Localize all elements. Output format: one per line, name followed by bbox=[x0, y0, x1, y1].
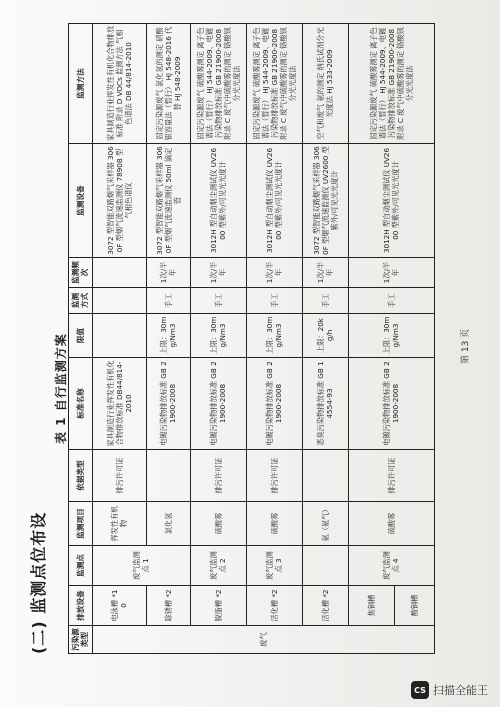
header-cell: 排放设备 bbox=[69, 586, 93, 626]
freq-cell: 1次/半年 bbox=[146, 258, 190, 288]
method-cell: 空气和废气 氨的测定 纳氏试剂分光光度法 HJ 533-2009 bbox=[302, 24, 348, 144]
item-cell: 氨（氨气） bbox=[302, 502, 348, 546]
monitoring-plan-table bbox=[68, 23, 435, 654]
limit-cell: 上限：30mg/Nm3 bbox=[190, 314, 246, 358]
rotated-content-area bbox=[10, 14, 480, 694]
standard-cell: 电镀污染物排放标准 GB 21900-2008 bbox=[246, 358, 302, 450]
device-cell: 3072 型智能双路烟气采样器 3060F 型烟气流速监测仪 UV2600 型紫外/可见光光度计 bbox=[302, 144, 348, 258]
device-cell: 3072 型智能双路烟气采样器 3060F 型烟气流速监测仪 7890B 型 气相色谱仪 bbox=[92, 144, 146, 258]
equipment-cell: 电泳槽 *10 bbox=[92, 586, 146, 626]
header-cell: 监测频次 bbox=[69, 258, 93, 288]
page-number: 第 13 页 bbox=[461, 328, 471, 364]
header-cell: 监测点 bbox=[69, 546, 93, 586]
standard-cell: 恶臭污染物排放标准 GB 14554-93 bbox=[302, 358, 348, 450]
rotated-document bbox=[10, 14, 480, 694]
method-cell: 家具制造行业挥发性有机化合物排放标准 附录 D VOCs 监测方法 气相色谱法 DB 44/814-2010 bbox=[92, 24, 146, 144]
method-cell: 固定污染源废气 硫酸雾测定 离子色谱法（暂行） HJ 544-2009、电镀污染物排放标准 GB 21900-2008 附录 C 废气中硫酸雾的测定 铬酸钡分光光度法 bbox=[246, 24, 302, 144]
freq-cell: 1次/半年 bbox=[246, 258, 302, 288]
point-cell bbox=[302, 546, 348, 586]
item-cell: 硫酸雾 bbox=[348, 502, 434, 546]
method-type-cell: 手工 bbox=[348, 288, 434, 314]
table-row bbox=[92, 24, 146, 654]
table-row bbox=[348, 24, 394, 654]
item-cell: 氯化氢 bbox=[146, 502, 190, 546]
section-title: (二) 监测点位布设 bbox=[29, 511, 48, 654]
method-type-cell: 手工 bbox=[302, 288, 348, 314]
equipment-cell: 除锈槽 *2 bbox=[146, 586, 190, 626]
basis-cell: 排污许可证 bbox=[92, 450, 146, 502]
equipment-cell: 活化槽 *2 bbox=[246, 586, 302, 626]
limit-cell bbox=[92, 314, 146, 358]
device-cell: 3012H 型自动烟尘测试仪 UV2600 型紫外/可见光光度计 bbox=[246, 144, 302, 258]
limit-cell: 上限：20kg/h bbox=[302, 314, 348, 358]
table-title: 表 1 自行监测方案 bbox=[54, 333, 68, 444]
header-cell: 污染源类型 bbox=[69, 626, 93, 654]
standard-cell: 家具制造行业挥发性有机化合物排放标准 DB44/814-2010 bbox=[92, 358, 146, 450]
method-type-cell: 手工 bbox=[190, 288, 246, 314]
limit-cell: 上限：30mg/Nm3 bbox=[246, 314, 302, 358]
point-cell: 废气监测点 1 bbox=[92, 546, 190, 586]
device-cell: 3012H 型自动烟尘测试仪 UV2600 型紫外/可见光光度计 bbox=[348, 144, 434, 258]
method-cell: 固定污染源废气 氯化氢的测定 硝酸银容量法（暂行） HJ 548-2016 代替 HJ 548-2009 bbox=[146, 24, 190, 144]
table-row bbox=[302, 24, 348, 654]
freq-cell: 1次/半年 bbox=[190, 258, 246, 288]
limit-cell: 上限：30mg/Nm3 bbox=[146, 314, 190, 358]
standard-cell: 电镀污染物排放标准 GB 21900-2008 bbox=[146, 358, 190, 450]
method-cell: 固定污染源废气 硫酸雾测定 离子色谱法（暂行） HJ 544-2009、电镀污染物排放标准 GB 21900-2008 附录 C 废气中硫酸雾的测定 铬酸钡分光光度法 bbox=[190, 24, 246, 144]
standard-cell: 电镀污染物排放标准 GB 21900-2008 bbox=[348, 358, 434, 450]
point-cell: 废气监测点 2 bbox=[190, 546, 246, 586]
device-cell: 3012H 型自动烟尘测试仪 UV2600 型紫外/可见光光度计 bbox=[190, 144, 246, 258]
equipment-cell: 酸铜槽 bbox=[394, 586, 434, 626]
camscanner-logo-icon: CS bbox=[411, 681, 429, 699]
method-type-cell: 手工 bbox=[246, 288, 302, 314]
scanner-watermark bbox=[411, 681, 488, 699]
basis-cell: 排污许可证 bbox=[348, 450, 434, 502]
header-cell: 依据类型 bbox=[69, 450, 93, 502]
freq-cell: 1次/半年 bbox=[348, 258, 434, 288]
pollution-type-cell: 废气 bbox=[92, 626, 434, 654]
method-type-cell bbox=[92, 288, 146, 314]
header-cell: 监测项目 bbox=[69, 502, 93, 546]
equipment-cell: 焦铜槽 bbox=[348, 586, 394, 626]
method-cell: 固定污染源废气 硫酸雾测定 离子色谱法（暂行） HJ 544-2009、电镀污染物排放标准 GB 21900-2008 附录 C 废气中硫酸雾的测定 铬酸钡分光光度法 bbox=[348, 24, 434, 144]
basis-cell bbox=[302, 450, 348, 502]
equipment-cell: 脱脂槽 *2 bbox=[190, 586, 246, 626]
basis-cell: 排污许可证 bbox=[246, 450, 302, 502]
freq-cell: 1次/半年 bbox=[302, 258, 348, 288]
device-cell: 3072 型智能双路烟气采样器 3060F 型烟气流速监测仪 50ml 滴定管 bbox=[146, 144, 190, 258]
method-type-cell: 手工 bbox=[146, 288, 190, 314]
point-cell: 废气监测点 4 bbox=[348, 546, 434, 586]
basis-cell bbox=[146, 450, 190, 502]
freq-cell bbox=[92, 258, 146, 288]
header-cell: 监测方式 bbox=[69, 288, 93, 314]
item-cell: 硫酸雾 bbox=[190, 502, 246, 546]
table-row bbox=[246, 24, 302, 654]
equipment-cell: 活化槽 *2 bbox=[302, 586, 348, 626]
header-cell: 标准名称 bbox=[69, 358, 93, 450]
basis-cell: 排污许可证 bbox=[190, 450, 246, 502]
item-cell: 挥发性有机物 bbox=[92, 502, 146, 546]
standard-cell: 电镀污染物排放标准 GB 21900-2008 bbox=[190, 358, 246, 450]
watermark-text: 扫描全能王 bbox=[433, 684, 488, 697]
header-cell: 限值 bbox=[69, 314, 93, 358]
point-cell: 废气监测点 3 bbox=[246, 546, 302, 586]
limit-cell: 上限：30mg/Nm3 bbox=[348, 314, 434, 358]
table-header-row bbox=[69, 24, 93, 654]
header-cell: 监测方法 bbox=[69, 24, 93, 144]
table-row bbox=[190, 24, 246, 654]
item-cell: 硫酸雾 bbox=[246, 502, 302, 546]
header-cell: 监测设备 bbox=[69, 144, 93, 258]
